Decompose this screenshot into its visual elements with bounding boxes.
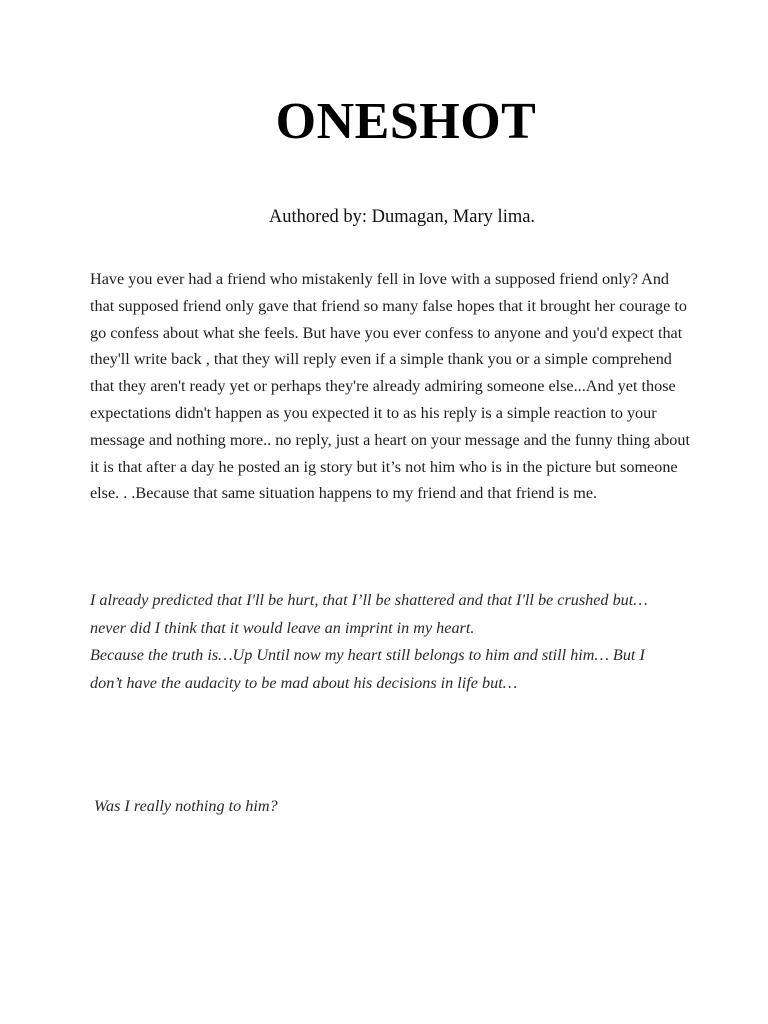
body-paragraph: Have you ever had a friend who mistakenly fell in love with a supposed friend only? And that supposed friend only gave that friend so many false hopes that it brought her courage to go confess about what she feels. But have you ever confess to anyone and you'd expect that they'll write back , that they will reply even if a simple thank you or a simple comprehend that they aren't ready yet or perhaps they're already admiring someone else...And yet those expectations didn't happen as you expected it to as his reply is a simple reaction to your message and nothing more.. no reply, just a heart on your message and the funny thing about it is that after a day he posted an ig story but it’s not him who is in the picture but someone else. . .Because that same situation happens to my friend and that friend is me. bbox=[90, 270, 690, 503]
closing-question: Was I really nothing to him? bbox=[94, 797, 278, 815]
italic-line: I already predicted that I'll be hurt, that I’ll be shattered and that I'll be crushed but… bbox=[90, 591, 648, 609]
italic-passage bbox=[90, 587, 690, 697]
italic-line: never did I think that it would leave an imprint in my heart. bbox=[90, 618, 475, 637]
italic-line: Because the truth is…Up Until now my heart still belongs to him and still him… But I bbox=[90, 646, 645, 664]
author-byline: Authored by: Dumagan, Mary lima. bbox=[268, 207, 536, 227]
italic-line: don’t have the audacity to be mad about his decisions in life but… bbox=[90, 673, 518, 692]
document-title: ONESHOT bbox=[275, 93, 537, 150]
